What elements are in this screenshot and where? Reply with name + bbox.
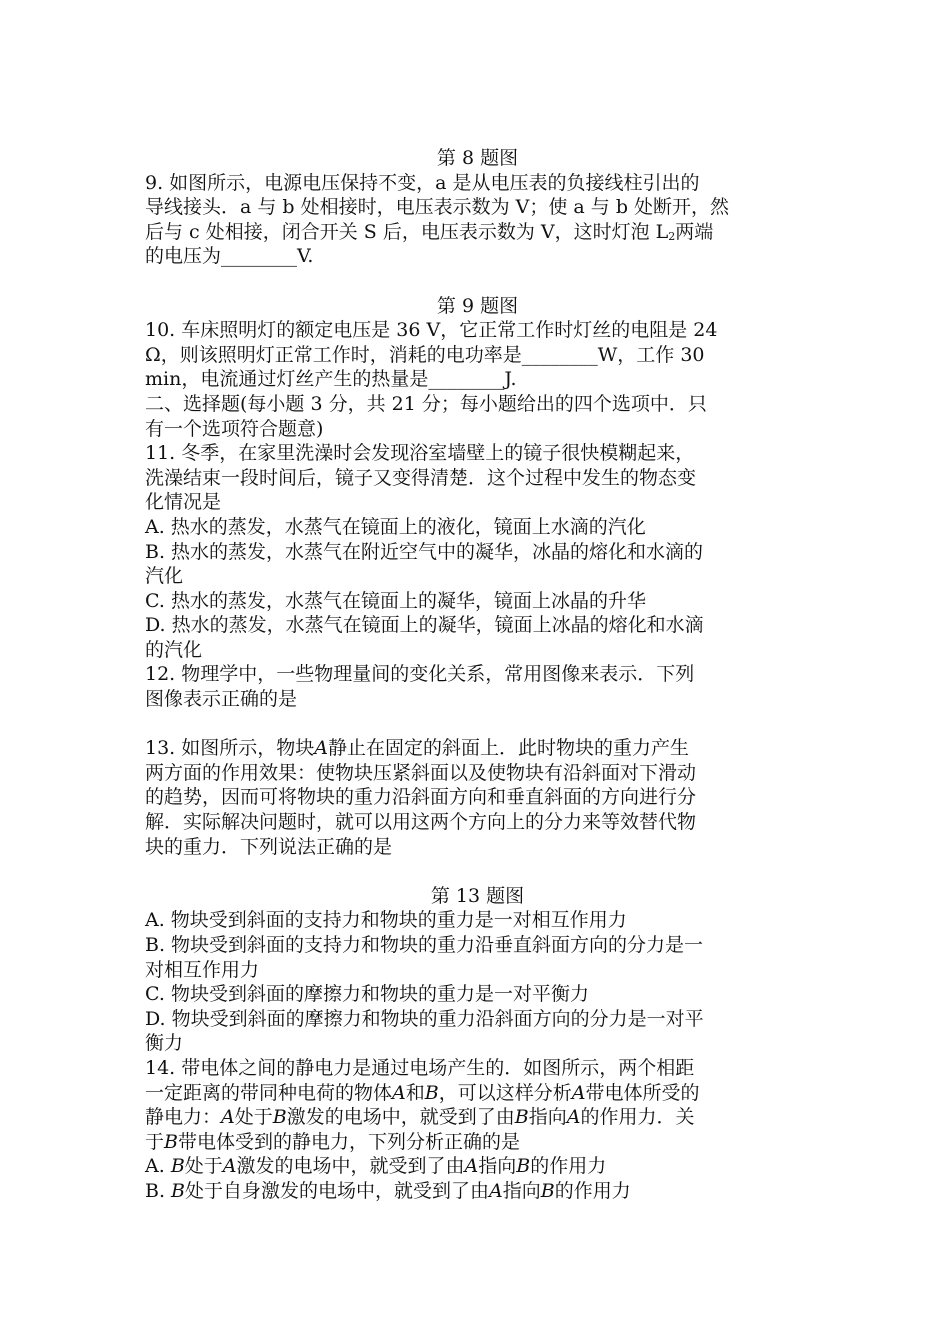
question-text-line: 图像表示正确的是 (145, 688, 298, 711)
option-a: A. 物块受到斜面的支持力和物块的重力是一对相互作用力 (145, 909, 627, 932)
question-text-line: 化情况是 (145, 491, 222, 514)
variable: A (566, 1106, 581, 1129)
figure-placeholder (145, 269, 810, 294)
question-text: 带电体所受的 (585, 1081, 700, 1104)
figure-caption-q8: 第 8 题图 (436, 147, 519, 169)
question-13 (145, 736, 810, 1056)
question-text-line: 14. 带电体之间的静电力是通过电场产生的．如图所示，两个相距 (145, 1056, 695, 1079)
question-text-line: 导线接头．a 与 b 处相接时，电压表示数为 V；使 a 与 b 处断开，然 (145, 196, 730, 219)
option-b (145, 1179, 810, 1204)
question-11 (145, 441, 810, 662)
variable: A (221, 1106, 235, 1129)
question-text: 两端 (675, 220, 714, 243)
question-text: 和 (405, 1081, 425, 1104)
figure-placeholder (145, 712, 810, 737)
variable: B (514, 1106, 529, 1129)
figure-caption-q9: 第 9 题图 (436, 294, 519, 317)
question-text-line: 两方面的作用效果：使物块压紧斜面以及使物块有沿斜面对下滑动 (145, 761, 697, 784)
variable: A (222, 1155, 237, 1178)
question-text-line: 11. 冬季，在家里洗澡时会发现浴室墙壁上的镜子很快模糊起来， (145, 442, 695, 465)
document-page (145, 146, 810, 1204)
option-c: C. 热水的蒸发，水蒸气在镜面上的凝华，镜面上冰晶的升华 (145, 589, 646, 612)
question-text: 13. 如图所示，物块 (145, 737, 315, 760)
question-text: 指向 (528, 1106, 567, 1129)
variable: A (392, 1081, 406, 1104)
question-12 (145, 662, 810, 736)
option-c: C. 物块受到斜面的摩擦力和物块的重力是一对平衡力 (145, 983, 589, 1006)
option-text: 的作用力 (554, 1179, 631, 1202)
variable: A (571, 1081, 586, 1104)
question-text-line: min，电流通过灯丝产生的热量是________J. (145, 368, 517, 391)
question-text-line: 12. 物理学中，一些物理量间的变化关系，常用图像来表示．下列 (145, 663, 695, 686)
variable: B (540, 1179, 555, 1202)
section-heading-line: 二、选择题(每小题 3 分，共 21 分；每小题给出的四个选项中．只 (145, 392, 707, 415)
question-text-line (145, 1081, 810, 1106)
question-text-line: 的趋势，因而可将物块的重力沿斜面方向和垂直斜面的方向进行分 (145, 786, 697, 809)
question-text-line: 9. 如图所示，电源电压保持不变，a 是从电压表的负接线柱引出的 (145, 171, 700, 194)
question-text-line (145, 1105, 810, 1130)
question-text-line: 的电压为________V. (145, 245, 314, 268)
question-text: 处于 (234, 1106, 273, 1129)
question-14 (145, 1056, 810, 1204)
variable: B (171, 1179, 186, 1202)
question-text: 激发的电场中，就受到了由 (286, 1106, 515, 1129)
question-text-line: 洗澡结束一段时间后，镜子又变得清楚．这个过程中发生的物态变 (145, 466, 697, 489)
option-b-cont: 汽化 (145, 565, 184, 588)
option-a: A. 热水的蒸发，水蒸气在镜面上的液化，镜面上水滴的汽化 (145, 515, 646, 538)
figure-caption-q13: 第 13 题图 (430, 884, 525, 907)
question-text-line: Ω，则该照明灯正常工作时，消耗的电功率是________W，工作 30 (145, 343, 705, 366)
question-text-line (145, 220, 810, 245)
section-heading (145, 392, 810, 441)
question-text: ，可以这样分析 (438, 1081, 572, 1104)
variable: B (424, 1081, 439, 1104)
question-text: 静止在固定的斜面上．此时物块的重力产生 (328, 737, 690, 760)
subscript: 2 (668, 229, 676, 243)
option-a (145, 1154, 810, 1179)
option-d-cont: 衡力 (145, 1032, 184, 1055)
question-text-line: 解．实际解决问题时，就可以用这两个方向上的分力来等效替代物 (145, 811, 697, 834)
question-text-line: 块的重力．下列说法正确的是 (145, 835, 393, 858)
option-d: D. 物块受到斜面的摩擦力和物块的重力沿斜面方向的分力是一对平 (145, 1007, 704, 1030)
variable: A (489, 1179, 503, 1202)
variable: A (464, 1155, 479, 1178)
section-heading-line: 有一个选项符合题意) (145, 417, 324, 440)
option-text: A. (145, 1155, 171, 1178)
option-b: B. 热水的蒸发，水蒸气在附近空气中的凝华，冰晶的熔化和水滴的 (145, 540, 704, 563)
question-text-line (145, 1130, 810, 1155)
question-text: 一定距离的带同种电荷的物体 (145, 1081, 393, 1104)
option-text: 的作用力 (530, 1155, 607, 1178)
question-text: 于 (145, 1130, 165, 1153)
figure-placeholder (145, 859, 810, 884)
variable: B (170, 1155, 185, 1178)
option-b: B. 物块受到斜面的支持力和物块的重力沿垂直斜面方向的分力是一 (145, 934, 704, 956)
option-text: 指向 (502, 1179, 541, 1202)
option-text: 指向 (478, 1155, 517, 1178)
variable: B (164, 1130, 178, 1153)
option-d-cont: 的汽化 (145, 638, 203, 661)
option-text: 处于自身激发的电场中，就受到了由 (185, 1179, 490, 1202)
question-10 (145, 318, 810, 392)
option-text: 处于 (184, 1155, 223, 1178)
variable: A (314, 737, 328, 760)
question-text: 的作用力．关 (580, 1106, 695, 1129)
question-text: 后与 c 处相接，闭合开关 S 后，电压表示数为 V，这时灯泡 L (145, 220, 669, 243)
option-d: D. 热水的蒸发，水蒸气在镜面上的凝华，镜面上冰晶的熔化和水滴 (145, 614, 704, 637)
question-text-line: 10. 车床照明灯的额定电压是 36 V，它正常工作时灯丝的电阻是 24 (145, 319, 718, 342)
question-9 (145, 171, 810, 319)
question-text: 带电体受到的静电力，下列分析正确的是 (177, 1130, 520, 1153)
option-text: 激发的电场中，就受到了由 (236, 1155, 465, 1178)
variable: B (272, 1106, 287, 1129)
option-text: B. (145, 1179, 172, 1202)
question-text-line (145, 736, 810, 761)
option-b-cont: 对相互作用力 (145, 958, 260, 981)
variable: B (516, 1155, 531, 1178)
question-text: 静电力： (145, 1106, 222, 1129)
